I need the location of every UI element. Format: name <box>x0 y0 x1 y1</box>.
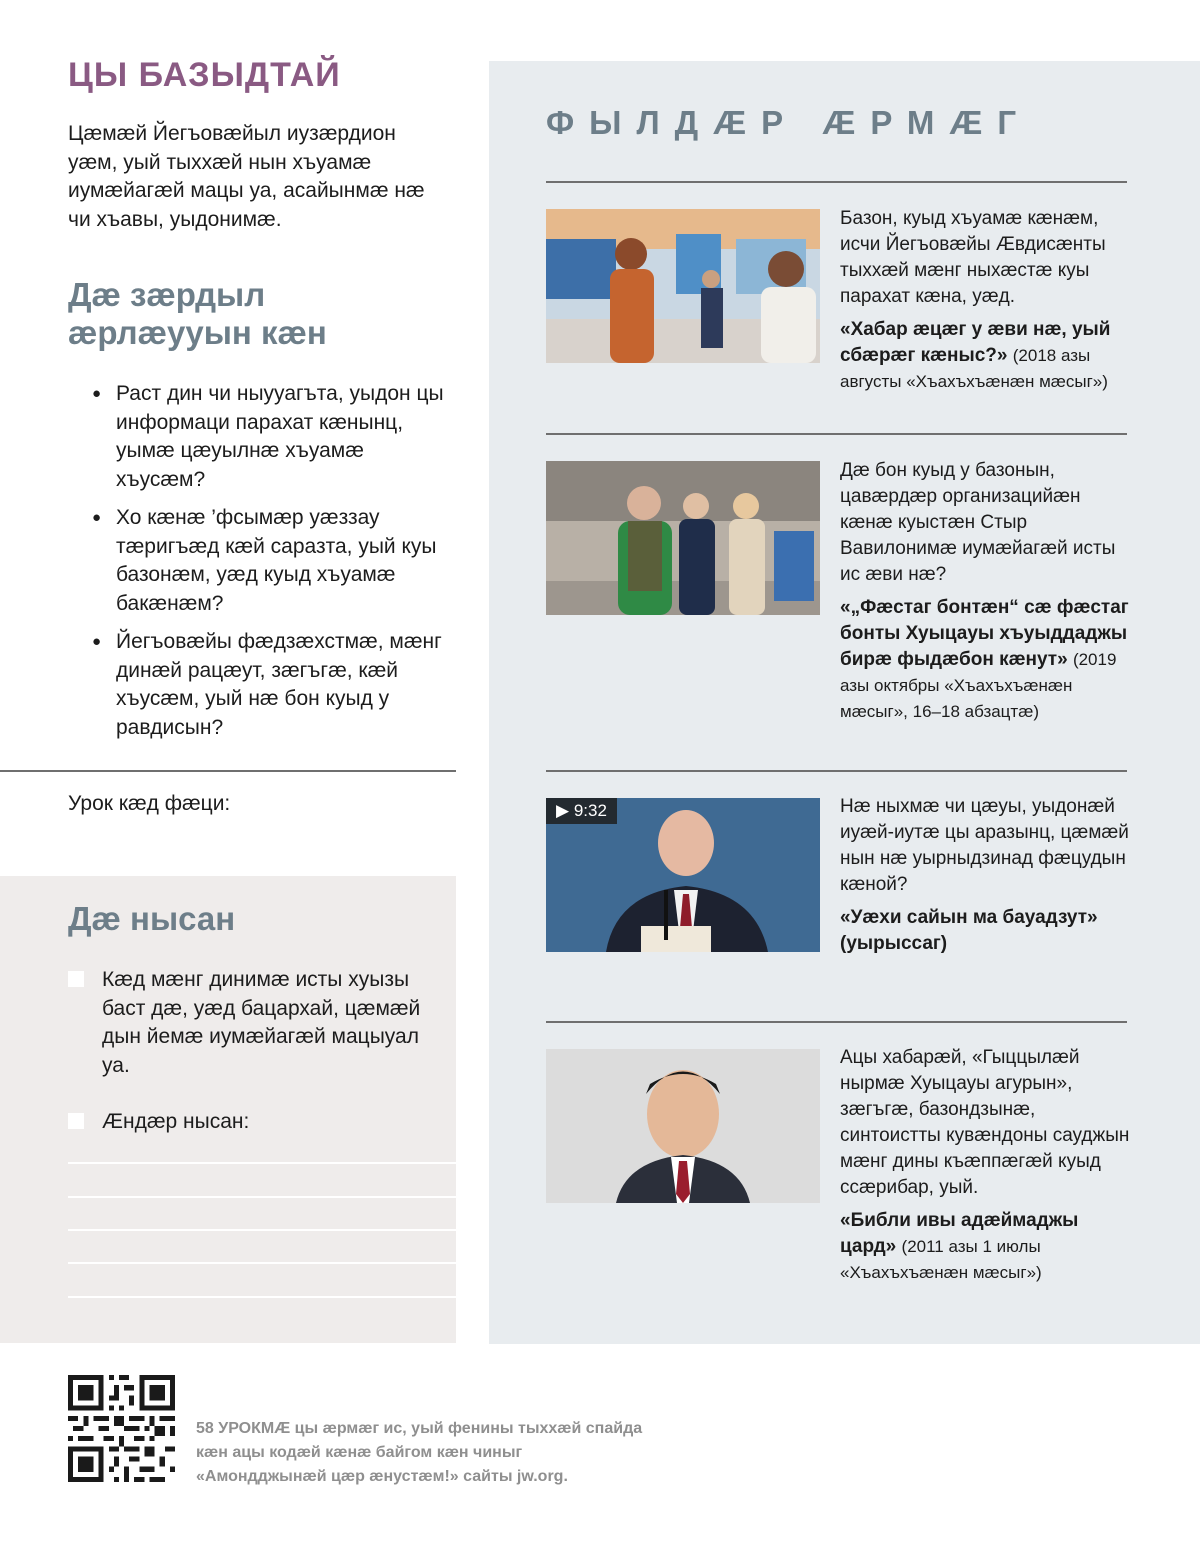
writing-line <box>68 1229 456 1231</box>
goal-item-other[interactable] <box>68 1108 438 1137</box>
reference-link[interactable]: «„Фæстаг бонтæн“ сæ фæстаг бонты Хуыцауы хъуыддаджы бирæ фыдæбон кæнут» <box>840 597 1129 670</box>
divider <box>546 1021 1127 1023</box>
review-title: Дæ зæрдыл æрлæууын кæн <box>68 276 327 351</box>
divider <box>0 770 456 772</box>
divider <box>546 433 1127 435</box>
writing-line <box>68 1296 456 1298</box>
divider <box>546 770 1127 772</box>
checkbox-icon[interactable] <box>68 1113 84 1129</box>
qr-code-icon[interactable] <box>68 1375 175 1482</box>
explore-entry <box>840 794 1132 964</box>
smiling-man-portrait <box>546 1049 820 1203</box>
explore-entry <box>840 458 1132 732</box>
reference-detail: (уырыссаг) <box>840 933 948 954</box>
review-question: ● Йегъовæйы фæдзæхстмæ, мæнг динæй рацæут, зæгъгæ, кæй хъусæм, уый нæ бон куыд у равдисын? <box>92 628 452 742</box>
reference-detail: (2011 азы 1 июлы «Хъахъхъæнæн мæсыг») <box>840 1237 1042 1282</box>
goal-item-text: Кæд мæнг динимæ исты хуызы баст дæ, уæд бацархай, цæмæй дын йемæ иумæйагæй мацыуал уа. <box>102 968 421 1077</box>
explore-entry <box>840 1045 1132 1293</box>
explore-title: ФЫЛДÆР ÆРМÆГ <box>546 104 1032 141</box>
lesson-date-label: Урок кæд фæци: <box>68 792 231 815</box>
reference-link[interactable]: «Хабар æцæг у æви нæ, уый сбæрæг кæныс?» <box>840 319 1111 366</box>
explore-entry <box>840 206 1132 402</box>
reference-detail: (2018 азы августы «Хъахъхъæнæн мæсыг») <box>840 346 1108 391</box>
entry-question: Дæ бон куыд у базонын, цавæрдæр организацийæн кæнæ куыстæн Стыр Вавилонимæ иумæйагæй исты ис æви нæ? <box>840 460 1116 585</box>
play-icon: ▶ <box>556 801 570 820</box>
entry-question: Нæ ныхмæ чи цæуы, уыдонæй иуæй-иутæ цы аразынц, цæмæй нын нæ уырныдзинад фæцудын кæной? <box>840 796 1129 895</box>
writing-line <box>68 1196 456 1198</box>
goal-item-text: Æндæр нысан: <box>102 1110 250 1133</box>
video-duration-badge <box>546 798 617 824</box>
reference-link[interactable]: «Библи ивы адæймаджы цард» <box>840 1210 1079 1257</box>
review-question: ● Раст дин чи ныууагъта, уыдон цы информаци парахат кæнынц, уымæ цæуылнæ хъуамæ хъусæм? <box>92 380 452 494</box>
writing-line <box>68 1262 456 1264</box>
literature-cart-image <box>546 461 820 615</box>
review-question: ● Хо кæнæ ’фсымæр уæззау тæригъæд кæй саразта, уый куы базонæм, уæд куыд хъуамæ бакæнæм? <box>92 504 452 618</box>
entry-question: Ацы хабарæй, «Гыццылæй нырмæ Хуыцауы агурын», зæгъгæ, базондзынæ, синтоистты кувæндоны сауджын мæнг дины къæппæгæй куыд ссæрибар, уый. <box>840 1047 1130 1198</box>
goal-item[interactable] <box>68 966 438 1080</box>
writing-line <box>68 1162 456 1164</box>
divider <box>546 181 1127 183</box>
reference-link[interactable]: «Уæхи сайын ма бауадзут» <box>840 907 1098 928</box>
reference-detail: (2019 азы октябры «Хъахъхъæнæн мæсыг», 16–18 абзацтæ) <box>840 650 1117 721</box>
review-questions <box>92 380 452 752</box>
summary-title: ЦЫ БАЗЫДТАЙ <box>68 56 341 94</box>
checkbox-icon[interactable] <box>68 971 84 987</box>
summary-text: Цæмæй Йегъовæйыл иузæрдион уæм, уый тыххæй нын хъуамæ иумæйагæй мацы уа, асайынмæ нæ чи хъавы, уыдонимæ. <box>68 122 425 231</box>
speaker-video-thumbnail[interactable] <box>546 798 820 952</box>
goal-title: Дæ нысан <box>68 900 236 937</box>
people-with-phones-image <box>546 209 820 363</box>
video-duration: 9:32 <box>573 801 607 820</box>
footer-note: 58 УРОКМÆ цы æрмæг ис, уый фенины тыххæй спайда кæн ацы кодæй кæнæ байгом кæн чиныг «Амондджынæй цæр æнустæм!» сайты jw.org. <box>196 1420 643 1485</box>
entry-question: Базон, куыд хъуамæ кæнæм, исчи Йегъовæйы Æвдисæнты тыххæй мæнг ныхæстæ куы парахат кæна, уæд. <box>840 208 1106 307</box>
